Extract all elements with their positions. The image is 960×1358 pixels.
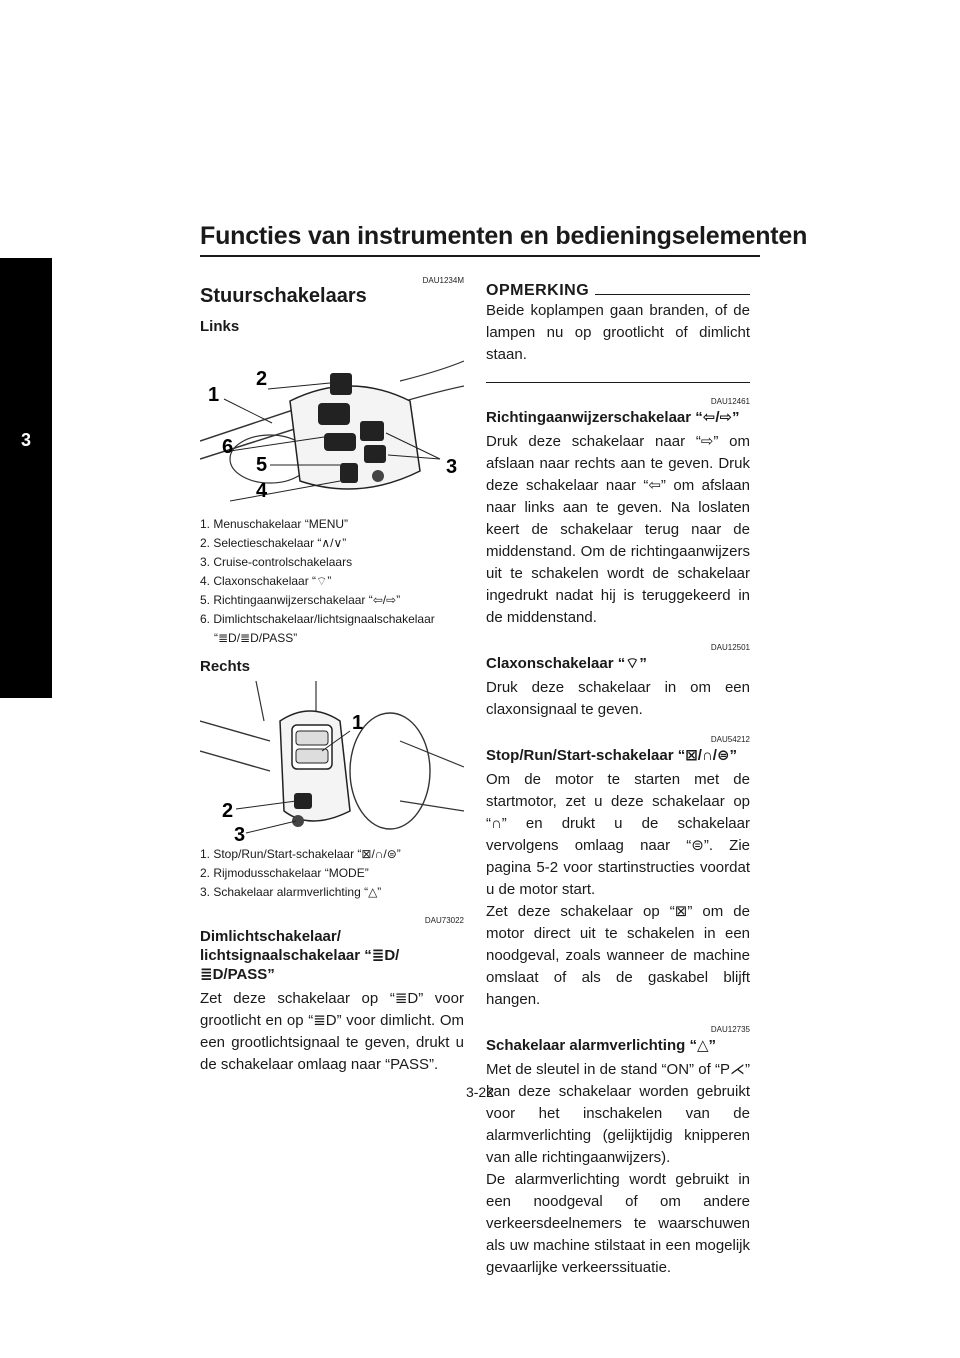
fig1-callout-2: 2 [256,368,268,390]
doc-code: DAU73022 [424,916,464,925]
fig1-callout-5: 5 [256,454,268,476]
caption-item: 1. Stop/Run/Start-schakelaar “⊠/∩/⊜” [200,847,401,861]
note-end-rule [486,382,750,383]
hazard-title: Schakelaar alarmverlichting “△” [486,1037,716,1054]
hazard-section [486,1025,750,1279]
doc-code: DAU12501 [710,643,750,652]
stop-run-start-title: Stop/Run/Start-schakelaar “⊠/∩/⊜” [486,747,738,764]
stop-run-start-section [486,735,750,1011]
turn-signal-text: Druk deze schakelaar naar “⇨” om afslaan naar rechts aan te geven. Druk deze schakelaar naar “⇦” om afslaan naar links aan te geven. Na loslaten keert de schakelaar terug naar de middenstand. Om de richtingaanwijzers uit te schakelen wordt de schakelaar ingedrukt nadat hij is teruggekeerd in de middenstand. [486,433,750,626]
right-column [486,270,750,1279]
note-text: Beide koplampen gaan branden, of de lampen nu op grootlicht of dimlicht staan. [486,302,750,363]
fig1-callout-3: 3 [446,456,458,478]
horn-title: Claxonschakelaar “⌔” [486,655,647,672]
caption-item: 5. Richtingaanwijzerschakelaar “⇦/⇨” [200,593,401,607]
dimlight-text: Zet deze schakelaar op “≣D” voor grootlicht en op “≣D” voor dimlicht. Om een grootlichtsignaal te geven, drukt u de schakelaar omlaag naar “PASS”. [200,990,464,1073]
rechts-label: Rechts [200,658,251,675]
horn-text: Druk deze schakelaar in om een claxonsignaal te geven. [486,679,750,718]
right-figure-captions [200,845,464,902]
doc-code: DAU54212 [710,735,750,744]
fig1-callout-6: 6 [222,436,234,458]
caption-item: 3. Cruise-controlschakelaars [200,555,353,569]
stop-run-start-text-1: Om de motor te starten met de startmotor, zet u deze schakelaar op “∩” en drukt u de schakelaar vervolgens omlaag naar “⊜”. Zie pagina 5-2 voor startinstructies voordat u de motor start. [486,771,750,898]
fig1-callout-4: 4 [256,480,268,502]
doc-code: DAU12461 [710,397,750,406]
fig1-callout-1: 1 [208,384,220,406]
header-rule [200,255,760,257]
caption-item: 4. Claxonschakelaar “⌔” [200,574,332,588]
left-figure-captions [200,515,464,648]
turn-signal-section [486,397,750,629]
caption-item: 2. Rijmodusschakelaar “MODE” [200,866,369,880]
section-title: Stuurschakelaars [200,285,367,307]
caption-item: 1. Menuschakelaar “MENU” [200,517,349,531]
fig2-callout-2: 2 [222,800,234,822]
left-column [200,270,464,1076]
chapter-tab [0,258,52,698]
caption-item: 3. Schakelaar alarmverlichting “△” [200,885,382,899]
chapter-number: 3 [20,430,31,450]
turn-signal-title: Richtingaanwijzerschakelaar “⇦/⇨” [486,409,740,426]
right-switch-figure [200,681,464,841]
stop-run-start-text-2: Zet deze schakelaar op “⊠” om de motor direct uit te schakelen in een noodgeval, zoals wanneer de machine omslaat of als de gaskabel blijft hangen. [486,903,750,1008]
horn-section [486,643,750,721]
links-label: Links [200,318,240,335]
note-label: OPMERKING [486,282,590,299]
dimlight-section [200,916,464,1076]
note-heading [486,282,750,300]
page-number: 3-22 [465,1084,495,1100]
hazard-text-1: Met de sleutel in de stand “ON” of “P⋌” kan deze schakelaar worden gebruikt voor het inschakelen van de alarmverlichting (gelijktijdig knipperen van alle richtingaanwijzers). [486,1061,750,1166]
caption-item: 6. Dimlichtschakelaar/lichtsignaalschakelaar “≣D/≣D/PASS” [200,612,435,645]
hazard-text-2: De alarmverlichting wordt gebruikt in een noodgeval of om andere verkeersdeelnemers te waarschuwen als uw machine stilstaat in een mogelijk gevaarlijke verkeerssituatie. [486,1171,750,1276]
left-switch-figure [200,341,464,511]
caption-item: 2. Selectieschakelaar “∧/∨” [200,536,347,550]
note-rule [595,294,750,295]
page-header-title: Functies van instrumenten en bedieningselementen [200,222,808,250]
fig2-callout-3: 3 [234,824,246,841]
doc-code: DAU1234M [422,276,464,285]
fig2-callout-1: 1 [352,712,364,734]
doc-code: DAU12735 [710,1025,750,1034]
dimlight-title: Dimlichtschakelaar/ lichtsignaalschakelaar “≣D/≣D/PASS” [200,928,400,983]
